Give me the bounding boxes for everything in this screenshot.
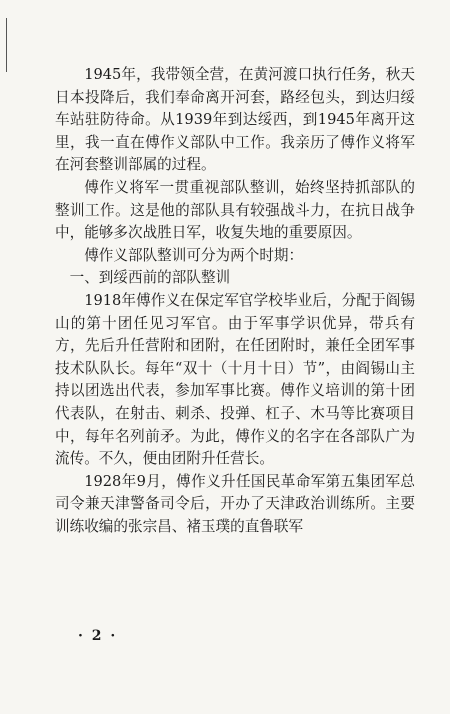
paragraph-1: 1945年，我带领全营，在黄河渡口执行任务，秋天日本投降后，我们奉命离开河套，路经包头，到达归绥车站驻防待命。从1939年到达绥西，到1945年离开这里，我一直在傅作义部队中工作。我亲历了傅作义将军在河套整训部属的过程。 [55,66,415,174]
paragraph-5: 1928年9月，傅作义升任国民革命军第五集团军总司令兼天津警备司令后，开办了天津政治训练所。主要训练收编的张宗昌、褚玉璞的直鲁联军 [55,472,415,535]
section-heading: 一、到绥西前的部队整训 [69,269,231,287]
margin-rule [6,18,7,72]
document-body [55,64,415,538]
page-number: · 2 · [78,628,118,644]
paragraph-3: 傅作义部队整训可分为两个时期： [84,246,304,264]
paragraph-4: 1918年傅作义在保定军官学校毕业后，分配于阎锡山的第十团任见习军官。由于军事学识优异，带兵有方，先后升任营附和团附，在任团附时，兼任全团军事技术队队长。每年“双十（十月十日）节”，由阎锡山主持以团选出代表，参加军事比赛。傅作义培训的第十团代表队，在射击、刺杀、投弹、杠子、木马等比赛项目中，每年名列前矛。为此，傅作义的名字在各部队广为流传。不久，便由团附升任营长。 [55,291,415,468]
paragraph-2: 傅作义将军一贯重视部队整训，始终坚持抓部队的整训工作。这是他的部队具有较强战斗力，在抗日战争中，能够多次战胜日军，收复失地的重要原因。 [55,178,415,242]
